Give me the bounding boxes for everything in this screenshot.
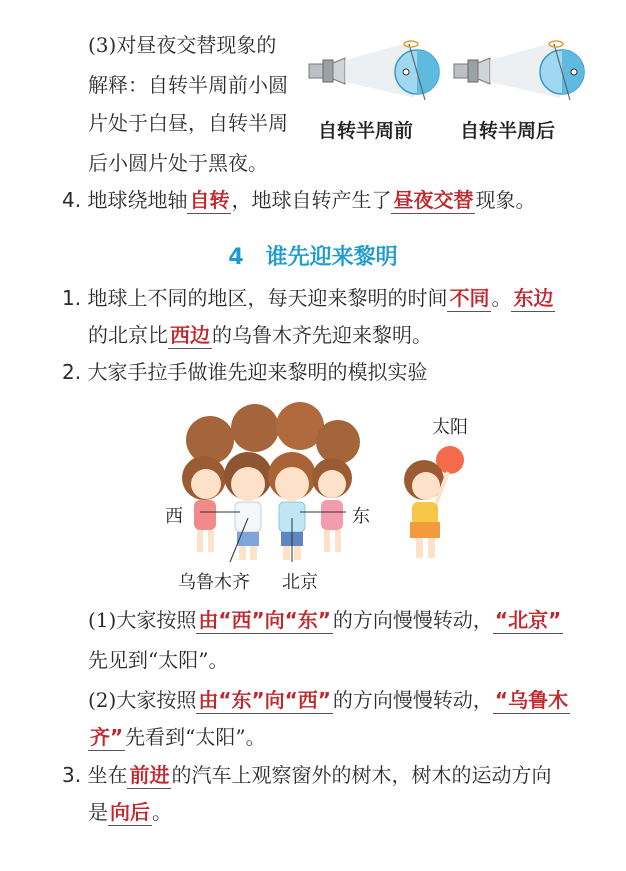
section-item-3-text-2: 的汽车上观察窗外的树木，树木的运动方向 [171,763,552,787]
child-west [182,456,226,552]
item-4-number: 4. [62,188,82,212]
section-item-1-answer-1: 不同 [449,286,490,310]
section-item-1-number: 1. [62,286,82,310]
label-beijing: 北京 [282,572,318,593]
section-item-1-text-4: 的乌鲁木齐先迎来黎明。 [212,323,432,347]
item-4-answer-1: 自转 [189,188,230,212]
section-item-2-number: 2. [62,360,82,384]
child-east [312,458,352,552]
section-item-3-text-1: 坐在 [87,763,128,787]
part-2-text-2: 的方向慢慢转动， [332,688,493,712]
section-item-3-line-1 [62,760,551,790]
part-1-answer-2: “北京” [494,608,562,632]
section-item-2 [62,357,427,387]
section-item-3-text-4: 。 [152,800,172,824]
part-1-text-2: 的方向慢慢转动， [332,608,493,632]
sun-girl [404,446,464,558]
item-4 [62,185,535,215]
q3-line-1: (3)对昼夜交替现象的 [88,33,277,57]
q3-line-2: 解释：自转半周前小圆 [88,73,288,97]
part-2-text-3: 先看到“太阳”。 [125,725,266,749]
section-item-2-text: 大家手拉手做谁先迎来黎明的模拟实验 [87,360,428,384]
part-2-answer-2b: 齐” [90,725,124,749]
part-2-line-1 [88,685,570,715]
section-item-1-answer-2: 东边 [513,286,554,310]
section-item-3-number: 3. [62,763,82,787]
item-4-text-1: 地球绕地轴 [87,188,188,212]
part-2-line-2 [88,722,266,752]
part-2-answer-1: 由“东”向“西” [198,688,331,712]
part-2-answer-2a: “乌鲁木 [494,688,569,712]
q3-line-3: 片处于白昼，自转半周 [88,111,288,135]
item-4-text-3: 现象。 [475,188,536,212]
child-urumqi [224,452,272,560]
item-4-answer-2: 昼夜交替 [393,188,474,212]
part-1-answer-1: 由“西”向“东” [198,608,331,632]
part-1-line-1 [88,605,563,635]
section-item-3-answer-1: 前进 [129,763,170,787]
part-1-line-2: 先见到“太阳”。 [88,648,229,672]
part-1-text-1: (1)大家按照 [88,608,197,632]
item-4-text-2: ，地球自转产生了 [231,188,392,212]
figure-label-before: 自转半周前 [318,120,414,142]
figure-label-after: 自转半周后 [460,120,556,142]
section-item-1-line-1 [62,283,555,313]
label-west: 西 [165,506,183,527]
section-item-3-line-2 [88,797,172,827]
section-item-3-answer-2: 向后 [110,800,150,824]
section-item-1-text-1: 地球上不同的地区，每天迎来黎明的时间 [87,286,448,310]
q3-line-4: 后小圆片处于黑夜。 [88,151,268,175]
section-item-1-text-3: 的北京比 [88,323,168,347]
section-item-1-line-2 [88,320,432,350]
section-item-3-text-3: 是 [88,800,108,824]
label-east: 东 [352,506,370,527]
part-2-text-1: (2)大家按照 [88,688,197,712]
label-urumqi: 乌鲁木齐 [178,572,250,593]
section-item-1-text-2: 。 [491,286,512,310]
earth-rotation-figure-before [305,30,445,110]
earth-rotation-figure-after [450,30,590,110]
section-item-1-answer-3: 西边 [170,323,210,347]
label-sun: 太阳 [432,417,468,438]
section-title: 4 谁先迎来黎明 [228,245,398,270]
